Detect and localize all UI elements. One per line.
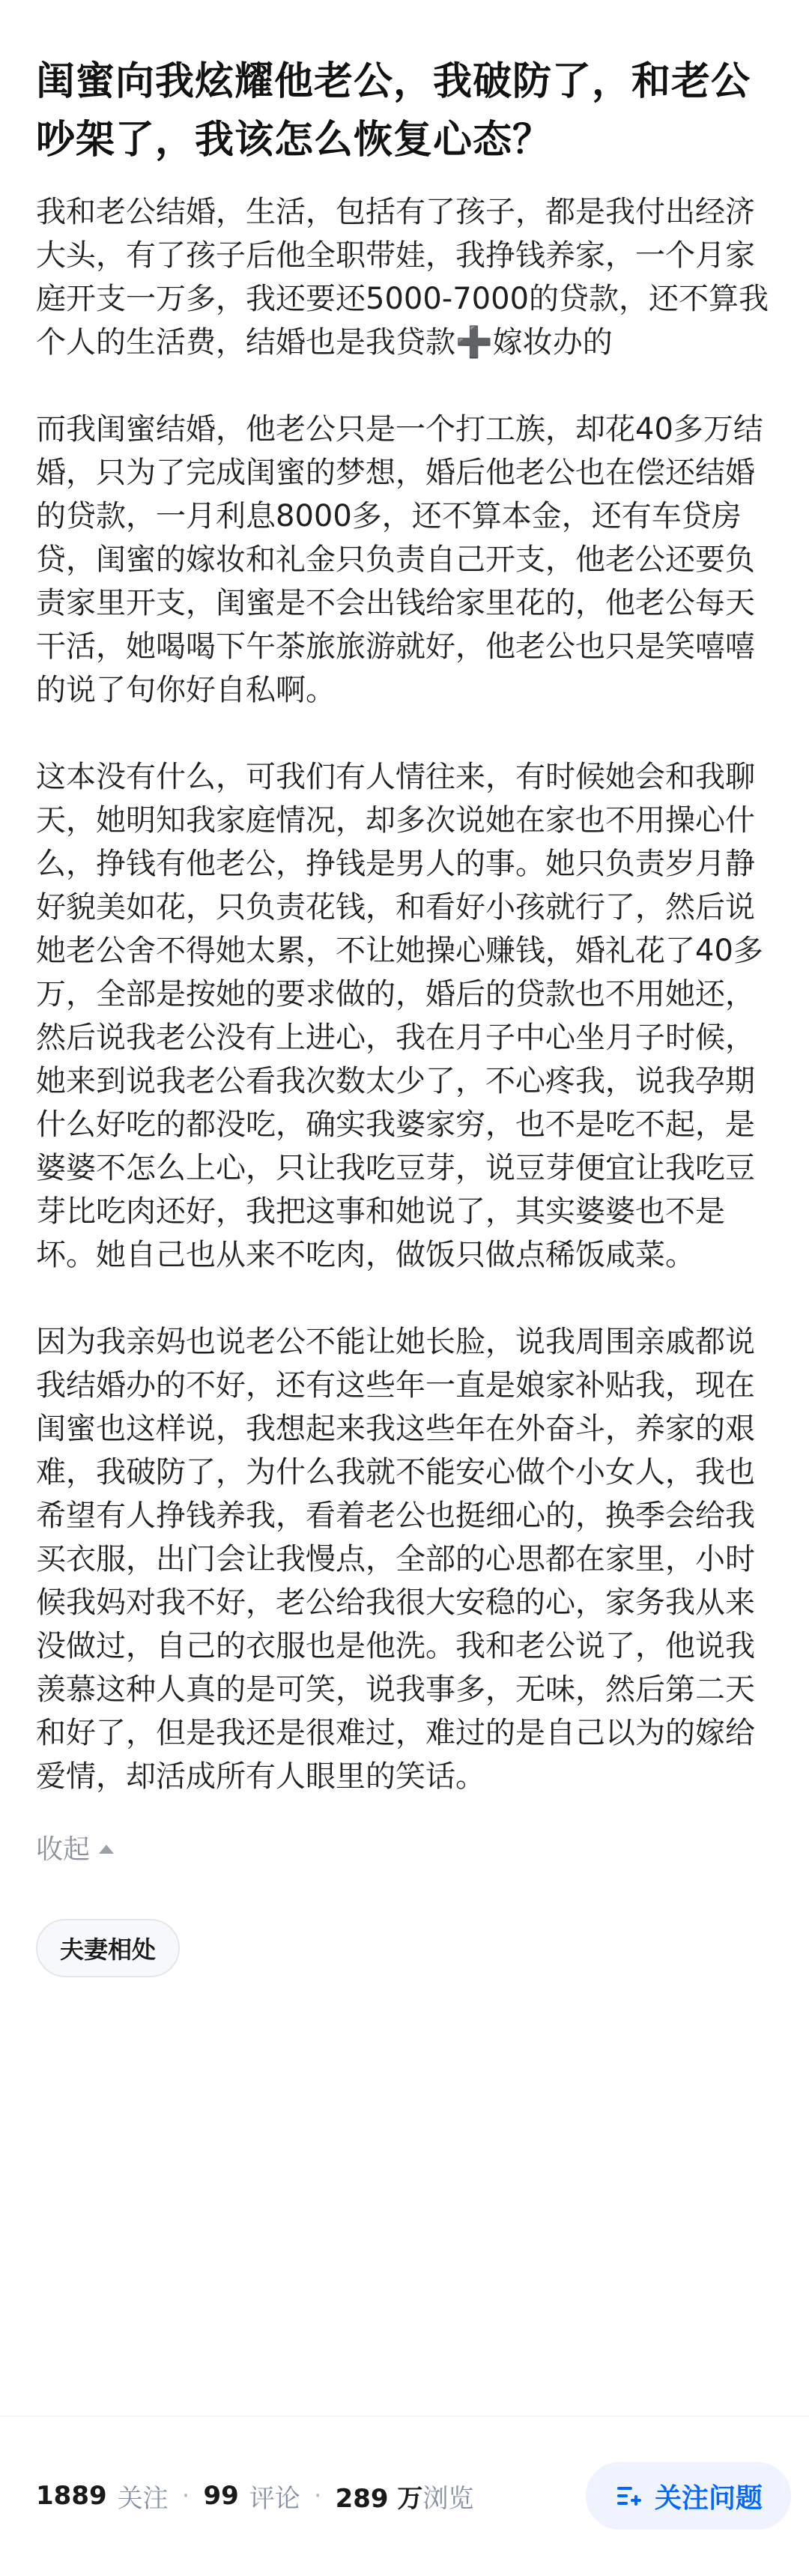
add-list-icon <box>614 2481 644 2511</box>
detail-paragraph-4: 因为我亲妈也说老公不能让她长脸，说我周围亲戚都说我结婚办的不好，还有这些年一直是娘家补贴我，现在闺蜜也这样说，我想起来我这些年在外奋斗，养家的艰难，我破防了，为什么我就不能安心做个小女人，我也希望有人挣钱养我，看着老公也挺细心的，换季会给我买衣服，出门会让我慢点，全部的心思都在家里，小时候我妈对我不好，老公给我很大安稳的心，家务我从来没做过，自己的衣服也是他洗。我和老公说了，他说我羡慕这种人真的是可笑，说我事多，无味，然后第二天和好了，但是我还是很难过，难过的是自己以为的嫁给爱情，却活成所有人眼里的笑话。 <box>36 1325 755 1794</box>
comments-label[interactable]: 评论 <box>249 2483 300 2514</box>
question-stats <box>36 2478 473 2515</box>
detail-paragraph-1: 我和老公结婚，生活，包括有了孩子，都是我付出经济大头，有了孩子后他全职带娃，我挣钱养家，一个月家庭开支一万多，我还要还5000-7000的贷款，还不算我个人的生活费，结婚也是我贷款➕嫁妆办的 <box>36 195 769 360</box>
topic-tag[interactable]: 夫妻相处 <box>36 1919 180 1977</box>
comments-count[interactable]: 99 <box>203 2481 239 2511</box>
views-label: 浏览 <box>422 2483 474 2514</box>
detail-paragraph-2: 而我闺蜜结婚，他老公只是一个打工族，却花40多万结婚，只为了完成闺蜜的梦想，婚后他老公也在偿还结婚的贷款，一月利息8000多，还不算本金，还有车贷房贷，闺蜜的嫁妆和礼金只负责自己开支，他老公还要负责家里开支，闺蜜是不会出钱给家里花的，他老公每天干活，她喝喝下午茶旅旅游就好，他老公也只是笑嘻嘻的说了句你好自私啊。 <box>36 412 763 707</box>
chevron-up-icon <box>99 1845 114 1854</box>
followers-label: 关注 <box>117 2483 169 2514</box>
detail-paragraph-3: 这本没有什么，可我们有人情往来，有时候她会和我聊天，她明知我家庭情况，却多次说她在家也不用操心什么，挣钱有他老公，挣钱是男人的事。她只负责岁月静好貌美如花，只负责花钱，和看好小孩就行了，然后说她老公舍不得她太累，不让她操心赚钱，婚礼花了40多万，全部是按她的要求做的，婚后的贷款也不用她还，然后说我老公没有上进心，我在月子中心坐月子时候，她来到说我老公看我次数太少了，不心疼我，说我孕期什么好吃的都没吃，确实我婆家穷，也不是吃不起，是婆婆不怎么上心，只让我吃豆芽，说豆芽便宜让我吃豆芽比吃肉还好，我把这事和她说了，其实婆婆也不是坏。她自己也从来不吃肉，做饭只做点稀饭咸菜。 <box>36 760 763 1272</box>
follow-question-button[interactable] <box>586 2462 791 2530</box>
follow-question-label: 关注问题 <box>654 2482 763 2514</box>
question-footer <box>36 2462 791 2530</box>
stats-separator: · <box>181 2481 190 2511</box>
question-detail <box>36 190 773 1798</box>
question-title[interactable]: 闺蜜向我炫耀他老公，我破防了，和老公吵架了，我该怎么恢复心态？ <box>36 59 751 163</box>
collapse-button[interactable] <box>36 1828 773 1866</box>
stats-separator: · <box>313 2481 322 2511</box>
followers-count: 1889 <box>36 2481 107 2511</box>
collapse-label: 收起 <box>36 1834 91 1865</box>
views-count: 289 万 <box>335 2483 423 2514</box>
topic-tags <box>36 1919 773 1977</box>
